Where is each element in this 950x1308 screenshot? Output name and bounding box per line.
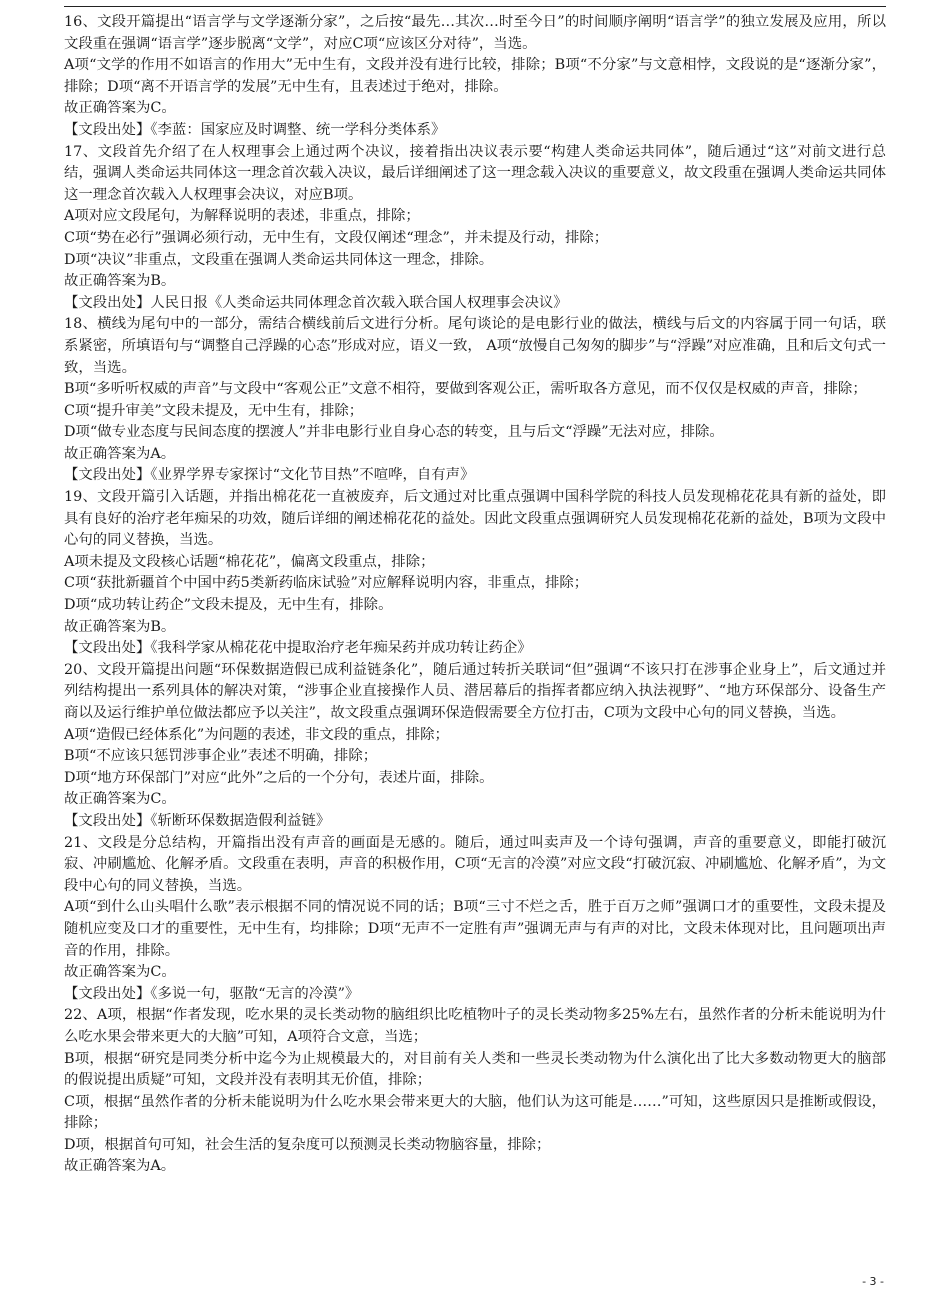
paragraph: 16、文段开篇提出“语言学与文学逐渐分家”，之后按“最先…其次…时至今日”的时间顺序阐明“语言学”的独立发展及应用，所以文段重在强调“语言学”逐步脱离“文学”，对应C项“应该区分对待”，当选。 bbox=[64, 14, 886, 52]
paragraph: C项，根据“虽然作者的分析未能说明为什么吃水果会带来更大的大脑，他们认为这可能是……”可知，这些原因只是推断或假设，排除； bbox=[64, 1093, 886, 1132]
paragraph: 22、A项，根据“作者发现，吃水果的灵长类动物的脑组织比吃植物叶子的灵长类动物多25%左右，虽然作者的分析未能说明为什么吃水果会带来更大的大脑”可知，A项符合文意，当选； bbox=[64, 1007, 886, 1045]
paragraph: B项，根据“研究是同类分析中迄今为止规模最大的，对目前有关人类和一些灵长类动物为什么演化出了比大多数动物更大的脑部的假说提出质疑”可知，文段并没有表明其无价值，排除； bbox=[64, 1050, 886, 1089]
paragraph: 故正确答案为B。 bbox=[64, 618, 176, 635]
paragraph: A项对应文段尾句，为解释说明的表述，非重点，排除； bbox=[64, 208, 420, 225]
paragraph: 21、文段是分总结构，开篇指出没有声音的画面是无感的。随后，通过叫卖声及一个诗句强调，声音的重要意义，即能打破沉寂、冲刷尴尬、化解矛盾。文段重在表明，声音的积极作用，C项“无言的冷漠”对应文段“打破沉寂、冲刷尴尬、化解矛盾”，为文段中心句的同义替换，当选。 bbox=[64, 834, 886, 894]
paragraph: C项“提升审美”文段未提及，无中生有，排除； bbox=[64, 402, 364, 419]
paragraph: A项“文学的作用不如语言的作用大”无中生有，文段并没有进行比较，排除；B项“不分家”与文意相悖，文段说的是“逐渐分家”，排除；D项“离不开语言学的发展”无中生有，且表述过于绝对，排除。 bbox=[64, 57, 886, 95]
paragraph: 故正确答案为A。 bbox=[64, 445, 176, 462]
paragraph: 故正确答案为B。 bbox=[64, 273, 176, 290]
paragraph: 故正确答案为C。 bbox=[64, 100, 176, 117]
source-line: 【文段出处】《多说一句，驱散“无言的冷漠”》 bbox=[64, 985, 360, 1002]
answer-explanations bbox=[64, 12, 886, 1178]
paragraph: 故正确答案为A。 bbox=[64, 1158, 176, 1175]
paragraph: D项“地方环保部门”对应“此外”之后的一个分句，表述片面，排除。 bbox=[64, 769, 494, 786]
paragraph: D项“做专业态度与民间态度的摆渡人”并非电影行业自身心态的转变，且与后文“浮躁”无法对应，排除。 bbox=[64, 424, 724, 441]
paragraph: 18、横线为尾句中的一部分，需结合横线前后文进行分析。尾句谈论的是电影行业的做法，横线与后文的内容属于同一句话，联系紧密，所填语句与“调整自己浮躁的心态”形成对应，语义一致， A项“放慢自己匆匆的脚步”与“浮躁”对应准确，且和后文句式一致，当选。 bbox=[64, 316, 886, 376]
paragraph: D项“决议”非重点，文段重在强调人类命运共同体这一理念，排除。 bbox=[64, 251, 494, 268]
paragraph: 20、文段开篇提出问题“环保数据造假已成利益链条化”，随后通过转折关联词“但”强调“不该只打在涉事企业身上”，后文通过并列结构提出一系列具体的解决对策，“涉事企业直接操作人员、潜居幕后的指挥者都应纳入执法视野”、“地方环保部分、设备生产商以及运行维护单位做法都应予以关注”，故文段重点强调环保造假需要全方位打击，C项为文段中心句的同义替换，当选。 bbox=[64, 661, 886, 721]
paragraph: B项“不应该只惩罚涉事企业”表述不明确，排除； bbox=[64, 748, 378, 765]
paragraph: D项，根据首句可知，社会生活的复杂度可以预测灵长类动物脑容量，排除； bbox=[64, 1136, 551, 1153]
paragraph: D项“成功转让药企”文段未提及，无中生有，排除。 bbox=[64, 597, 393, 614]
source-line: 【文段出处】《我科学家从棉花花中提取治疗老年痴呆药并成功转让药企》 bbox=[64, 640, 532, 657]
paragraph: C项“势在必行”强调必须行动，无中生有，文段仅阐述“理念”，并未提及行动，排除； bbox=[64, 229, 609, 246]
paragraph: B项“多听听权威的声音”与文段中“客观公正”文意不相符，要做到客观公正，需听取各方意见，而不仅仅是权威的声音，排除； bbox=[64, 381, 867, 398]
paragraph: A项“造假已经体系化”为问题的表述，非文段的重点，排除； bbox=[64, 726, 449, 743]
source-line: 【文段出处】人民日报《人类命运共同体理念首次载入联合国人权理事会决议》 bbox=[64, 294, 568, 311]
paragraph: 故正确答案为C。 bbox=[64, 964, 176, 981]
paragraph: A项未提及文段核心话题“棉花花”，偏离文段重点，排除； bbox=[64, 553, 435, 570]
source-line: 【文段出处】《业界学界专家探讨“文化节目热”不喧哗，自有声》 bbox=[64, 467, 475, 484]
source-line: 【文段出处】《李蓝：国家应及时调整、统一学科分类体系》 bbox=[64, 121, 446, 138]
header-rule bbox=[64, 6, 886, 7]
paragraph: 19、文段开篇引入话题，并指出棉花花一直被废弃，后文通过对比重点强调中国科学院的科技人员发现棉花花具有新的益处，即具有良好的治疗老年痴呆的功效，随后详细的阐述棉花花的益处。因此文段重点强调研究人员发现棉花花新的益处，B项为文段中心句的同义替换，当选。 bbox=[64, 489, 886, 549]
paragraph: A项“到什么山头唱什么歌”表示根据不同的情况说不同的话；B项“三寸不烂之舌，胜于百万之师”强调口才的重要性，文段未提及随机应变及口才的重要性，无中生有，均排除；D项“无声不一定胜有声”强调无声与有声的对比，文段未体现对比，且问题项出声音的作用，排除。 bbox=[64, 899, 886, 959]
paragraph: 17、文段首先介绍了在人权理事会上通过两个决议，接着指出决议表示要“构建人类命运共同体”，随后通过“这”对前文进行总结，强调人类命运共同体这一理念首次载入决议，最后详细阐述了这一理念载入决议的重要意义，故文段重在强调人类命运共同体这一理念首次载入人权理事会决议，对应B项。 bbox=[64, 143, 886, 203]
paragraph: C项“获批新疆首个中国中药5类新药临床试验”对应解释说明内容，非重点，排除； bbox=[64, 575, 589, 592]
paragraph: 故正确答案为C。 bbox=[64, 791, 176, 808]
page-number: - 3 - bbox=[862, 1275, 884, 1288]
source-line: 【文段出处】《斩断环保数据造假利益链》 bbox=[64, 812, 331, 829]
